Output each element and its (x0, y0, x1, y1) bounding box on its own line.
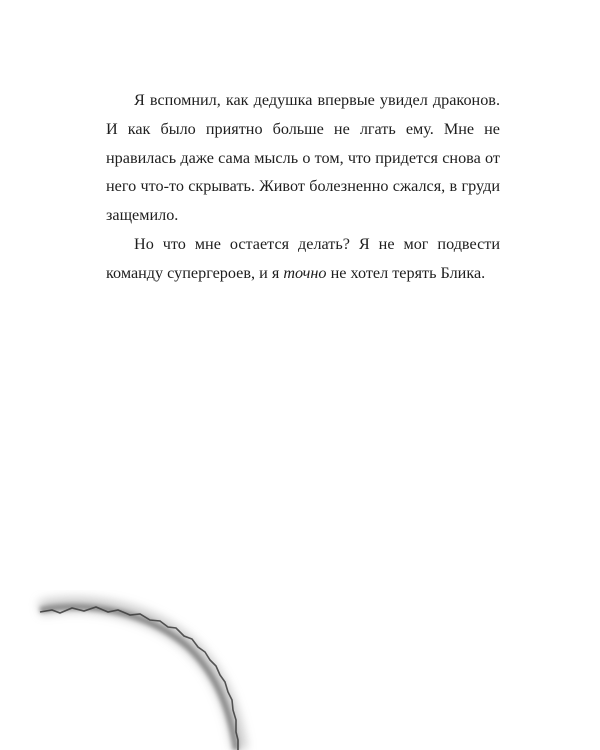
paragraph-2-emphasis: точно (283, 263, 327, 282)
paragraph-1: Я вспомнил, как дедушка впервые увидел драконов. И как было приятно больше не лгать ему. Мне не нравилась даже сама мысль о том, что придется снова от него что-то скрывать. Живот болезненно сжался, в груди защемило. (106, 91, 500, 225)
paragraph-2-end: не хотел терять Блика. (326, 263, 486, 282)
text-block (106, 86, 500, 288)
burnt-edge-decoration (0, 590, 260, 750)
paragraph-2 (106, 230, 500, 288)
paragraph-2-start: Но что мне остается делать? Я не мог подвести команду супергероев, и я (106, 234, 500, 282)
